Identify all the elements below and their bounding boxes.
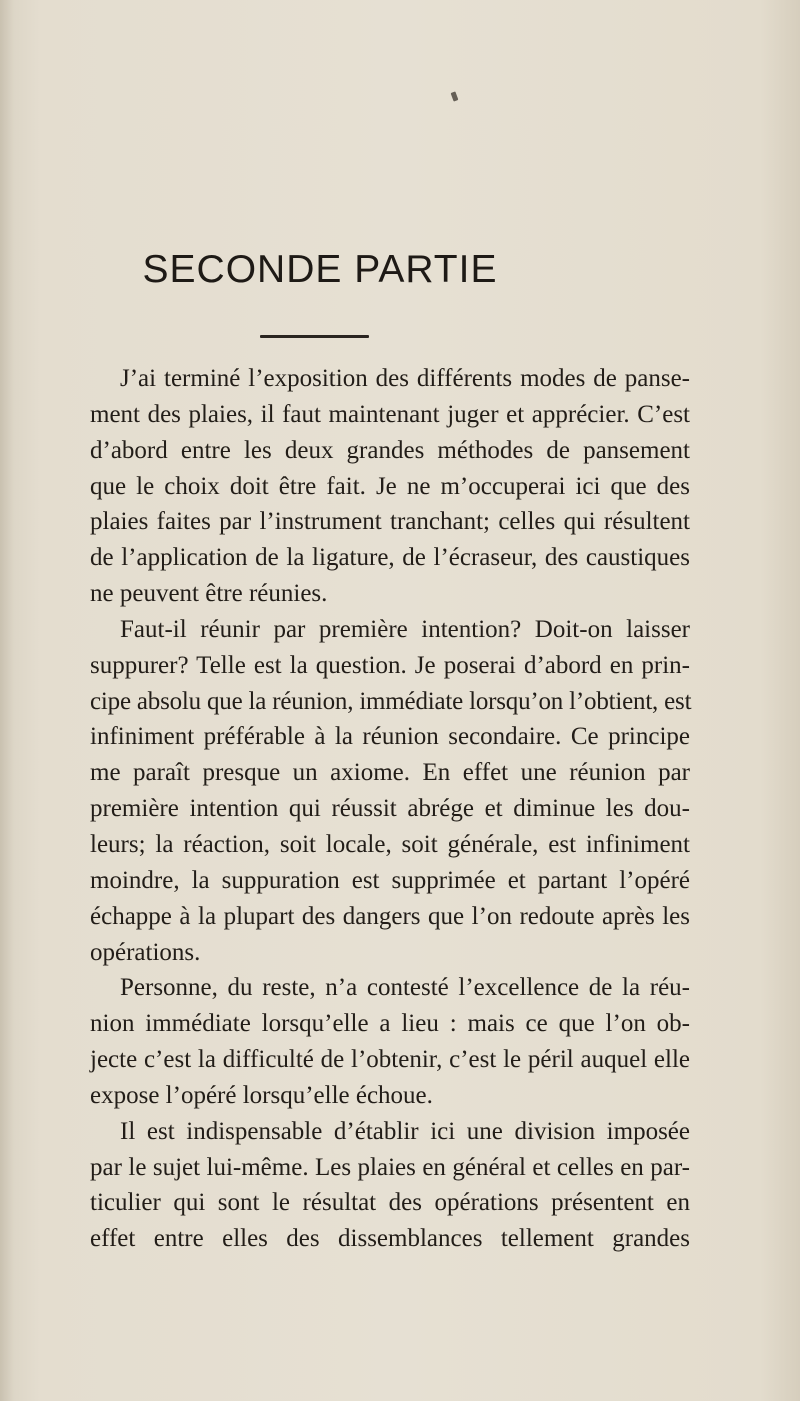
text-line: J’ai terminé l’exposition des différents modes de panse-: [120, 365, 690, 392]
text-line: effet entre elles des dissemblances tellement grandes: [90, 1225, 690, 1253]
text-line: expose l’opéré lorsqu’elle échoue.: [90, 1081, 433, 1109]
text-line: nion immédiate lorsqu’elle a lieu : mais ce que l’on ob-: [90, 1010, 690, 1038]
text-line: par le sujet lui-même. Les plaies en général et celles en par-: [90, 1153, 690, 1181]
text-line: première intention qui réussit abrége et diminue les dou-: [90, 795, 690, 823]
text-line: de l’application de la ligature, de l’écraseur, des caustiques: [90, 544, 690, 572]
ink-mark: [451, 91, 459, 101]
text-line: moindre, la suppuration est supprimée et partant l’opéré: [90, 866, 690, 894]
text-line: opérations.: [90, 938, 201, 966]
text-line: ment des plaies, il faut maintenant juger et apprécier. C’est: [90, 400, 690, 428]
text-line: échappe à la plupart des dangers que l’on redoute après les: [90, 902, 690, 930]
text-line: ne peuvent être réunies.: [90, 580, 328, 608]
body-text: [90, 361, 690, 1257]
text-line: que le choix doit être fait. Je ne m’occuperai ici que des: [90, 472, 690, 500]
text-line: plaies faites par l’instrument tranchant; celles qui résultent: [90, 508, 690, 536]
text-line: me paraît presque un axiome. En effet une réunion par: [90, 759, 690, 787]
section-heading: SECONDE PARTIE: [142, 248, 498, 291]
text-line: cipe absolu que la réunion, immédiate lorsqu’on l’obtient, est: [90, 687, 692, 715]
text-line: ticulier qui sont le résultat des opérations présentent en: [90, 1189, 690, 1217]
text-line: leurs; la réaction, soit locale, soit générale, est infiniment: [90, 830, 690, 858]
text-line: Il est indispensable d’établir ici une division imposée: [120, 1117, 690, 1145]
text-line: suppurer? Telle est la question. Je poserai d’abord en prin-: [90, 651, 690, 679]
text-line: Faut-il réunir par première intention? Doit-on laisser: [120, 615, 690, 643]
heading-rule: [260, 335, 369, 338]
text-line: jecte c’est la difficulté de l’obtenir, c’est le péril auquel elle: [90, 1046, 690, 1074]
text-line: Personne, du reste, n’a contesté l’excellence de la réu-: [120, 974, 690, 1002]
text-line: infiniment préférable à la réunion secondaire. Ce principe: [90, 723, 690, 751]
text-line: d’abord entre les deux grandes méthodes de pansement: [90, 436, 690, 464]
